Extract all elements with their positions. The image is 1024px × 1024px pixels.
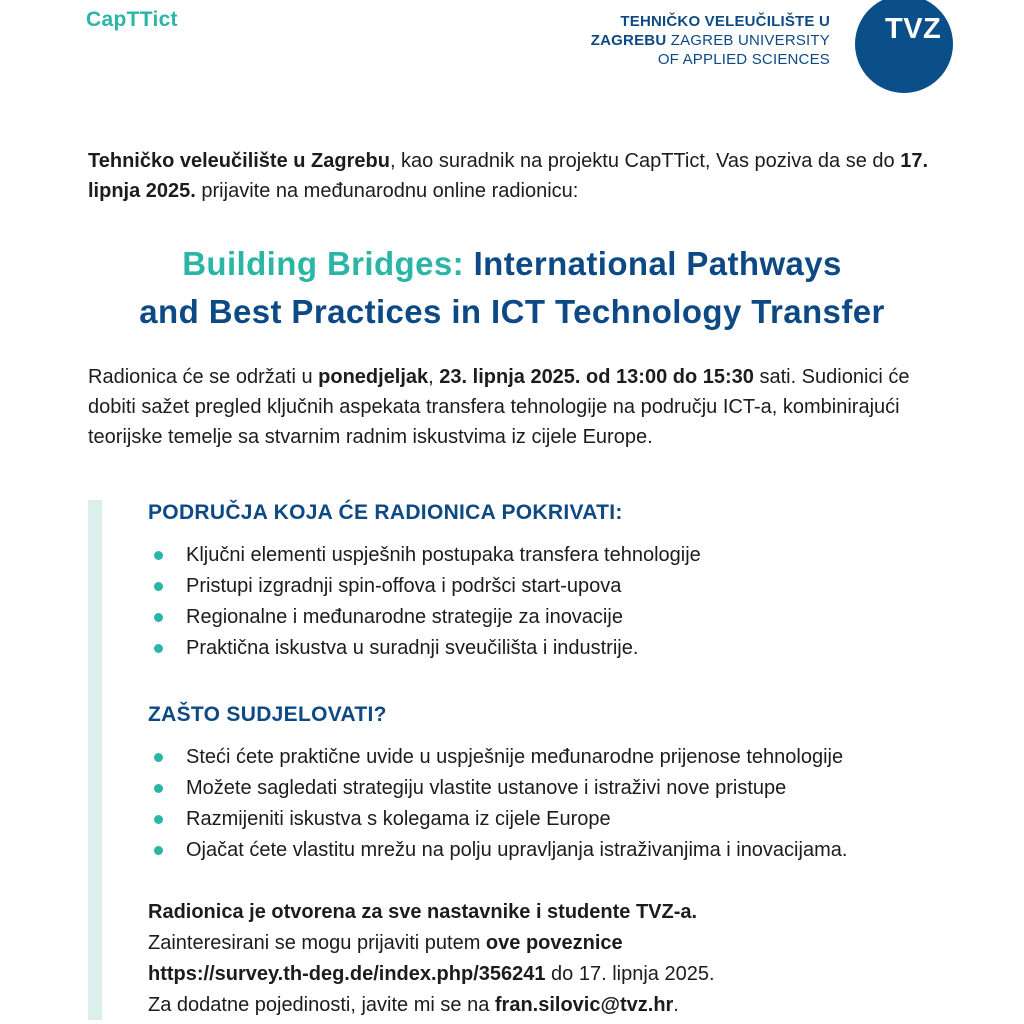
contact-email[interactable]: fran.silovic@tvz.hr [494,994,674,1016]
footer-contact-text: Za dodatne pojedinosti, javite mi se na [148,994,495,1016]
institution-line-1: TEHNIČKO VELEUČILIŠTE U [620,13,830,30]
intro-paragraph [88,146,948,206]
footer-open-text: Radionica je otvorena za sve nastavnike i studente TVZ-a. [148,901,698,923]
institution-line-3: OF APPLIED SCIENCES [657,51,830,68]
intro-text-2: prijavite na međunarodnu online radionicu: [195,180,579,202]
list-item: Steći ćete praktične uvide u uspješnije međunarodne prijenose tehnologije [148,742,847,773]
details-text-3: sati. Sudionici će dobiti sažet pregled ključnih aspekata transfera tehnologije na području ICT-a, kombinirajući teorijske temelje sa stvarnim radnim iskustvima iz cijele Europe. [88,366,910,448]
footer-apply-line [148,928,968,959]
intro-deadline: 17. lipnja 2025. [88,150,929,202]
institution-line-2 [591,31,830,50]
registration-link-label[interactable]: ove poveznice [485,932,623,954]
topics-list [148,540,701,664]
institution-line-2-bold: ZAGREBU [590,32,667,49]
institution-name [591,12,830,69]
list-item: Regionalne i međunarodne strategije za inovacije [148,602,701,633]
details-day: ponedjeljak [318,366,429,388]
workshop-title [0,240,1024,336]
list-item: Ojačat ćete vlastitu mrežu na polju upravljanja istraživanjima i inovacijama. [148,835,847,866]
footer-open-line [148,897,968,928]
title-line-2: and Best Practices in ICT Technology Transfer [139,293,885,330]
footer-url-line [148,959,968,990]
footer-contact-line [148,990,968,1021]
intro-institution: Tehničko veleučilište u Zagrebu [88,150,390,172]
list-item: Možete sagledati strategiju vlastite ustanove i istraživi nove pristupe [148,773,847,804]
why-heading: ZAŠTO SUDJELOVATI? [148,703,387,726]
list-item: Razmijeniti iskustva s kolegama iz cijele Europe [148,804,847,835]
intro-text-1: , kao suradnik na projektu CapTTict, Vas poziva da se do [389,150,901,172]
list-item: Pristupi izgradnji spin-offova i podršci start-upova [148,571,701,602]
title-line-1 [0,240,1024,288]
footer-deadline-text: do 17. lipnja 2025. [545,963,715,985]
list-item: Ključni elementi uspješnih postupaka transfera tehnologije [148,540,701,571]
footer-apply-text: Zainteresirani se mogu prijaviti putem [148,932,486,954]
details-text-2: , [428,366,440,388]
why-list [148,742,847,866]
side-accent-bar [88,500,102,1020]
list-item: Praktična iskustva u suradnji sveučilišta i industrije. [148,633,701,664]
institution-line-2-rest: ZAGREB UNIVERSITY [666,32,830,49]
topics-heading: PODRUČJA KOJA ĆE RADIONICA POKRIVATI: [148,501,623,524]
title-accent: Building Bridges: [182,245,464,282]
title-line-1-rest: International Pathways [464,245,842,282]
capttict-logo: CapTTict [86,8,178,31]
footer-contact-end: . [673,994,679,1016]
registration-url[interactable]: https://survey.th-deg.de/index.php/356241 [148,963,546,985]
details-text-1: Radionica će se održati u [88,366,319,388]
tvz-logo-text: TVZ [885,13,942,45]
footer-info [148,897,968,1021]
details-paragraph [88,362,948,452]
tvz-logo [855,0,953,93]
details-datetime: 23. lipnja 2025. od 13:00 do 15:30 [439,366,754,388]
